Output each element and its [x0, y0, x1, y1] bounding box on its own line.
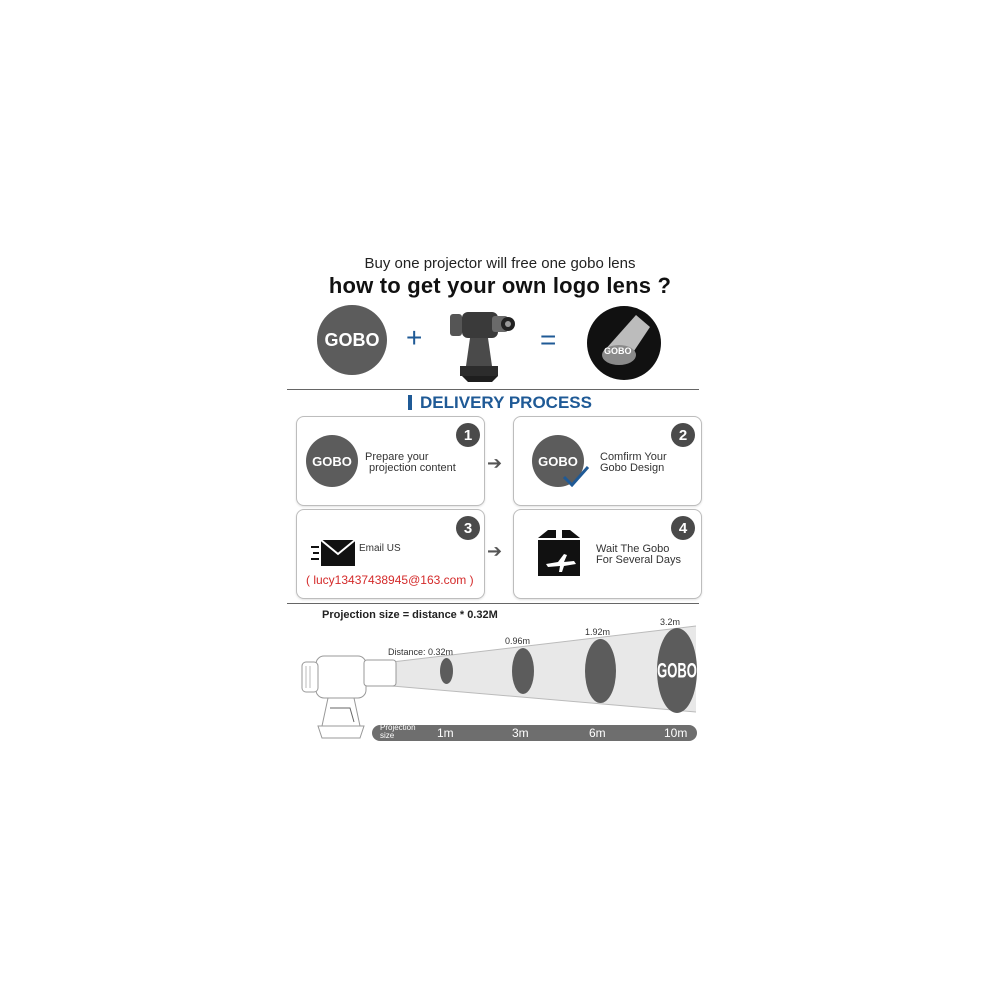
step-number-4: 4: [671, 516, 695, 540]
projection-circle-10m: [657, 628, 697, 713]
step4-line2: For Several Days: [596, 554, 681, 566]
step-card-3: [296, 509, 485, 599]
distance-6m: 6m: [589, 726, 606, 740]
projection-formula: Projection size = distance * 0.32M: [322, 609, 498, 621]
step-card-2: [513, 416, 702, 506]
step-card-4: [513, 509, 702, 599]
gobo-label: GOBO: [324, 329, 380, 350]
step4-line1: Wait The Gobo: [596, 543, 670, 555]
arrow-right-icon: ➔: [487, 453, 503, 473]
size-label-2: 1.92m: [585, 627, 611, 637]
check-icon: [562, 465, 590, 487]
projection-circle-3m: [512, 648, 534, 694]
step-card-1: [296, 416, 485, 506]
step1-line1: Prepare your: [365, 451, 429, 463]
step2-line1: Comfirm Your: [600, 451, 667, 463]
distance-1m: 1m: [437, 726, 454, 740]
step-number-2: 2: [671, 423, 695, 447]
delivery-title: [0, 393, 1000, 413]
distance-label: Distance: 0.32m: [388, 647, 454, 657]
plus-sign: +: [406, 322, 423, 353]
divider-top: [287, 389, 699, 390]
email-icon: [311, 536, 357, 570]
distance-3m: 3m: [512, 726, 529, 740]
projection-circle-6m: [585, 639, 616, 703]
distance-10m: 10m: [664, 726, 688, 740]
page-title: how to get your own logo lens ?: [328, 273, 672, 298]
step-number-1: 1: [456, 423, 480, 447]
projected-logo-text: GOBO: [604, 346, 632, 356]
arrow-right-icon-2: ➔: [487, 541, 503, 561]
step2-icon-text: GOBO: [538, 453, 578, 469]
size-label-1: 0.96m: [505, 636, 531, 646]
step3-line1: Email US: [359, 543, 401, 554]
email-address[interactable]: ( lucy13437438945@163.com ): [306, 573, 474, 587]
projection-circle-1m: [440, 658, 453, 684]
step-number-3: 3: [456, 516, 480, 540]
delivery-title-text: DELIVERY PROCESS: [420, 393, 592, 412]
gobo-circle: [317, 305, 387, 375]
size-label-3: 3.2m: [660, 617, 681, 627]
projected-logo-icon: [586, 305, 662, 381]
equals-sign: =: [540, 324, 557, 355]
step1-line2: projection content: [369, 462, 456, 474]
subtitle: Buy one projector will free one gobo lens: [364, 255, 636, 272]
bar-title: Projection size: [380, 723, 416, 740]
step2-line2: Gobo Design: [600, 462, 665, 474]
projector-icon: [448, 304, 518, 384]
divider-bottom: [287, 603, 699, 604]
title-bar-icon: [408, 395, 412, 410]
step1-icon-text: GOBO: [312, 453, 352, 469]
delivery-box-icon: [534, 528, 584, 578]
gobo-icon: [306, 435, 358, 487]
largest-gobo-text: GOBO: [657, 658, 697, 683]
